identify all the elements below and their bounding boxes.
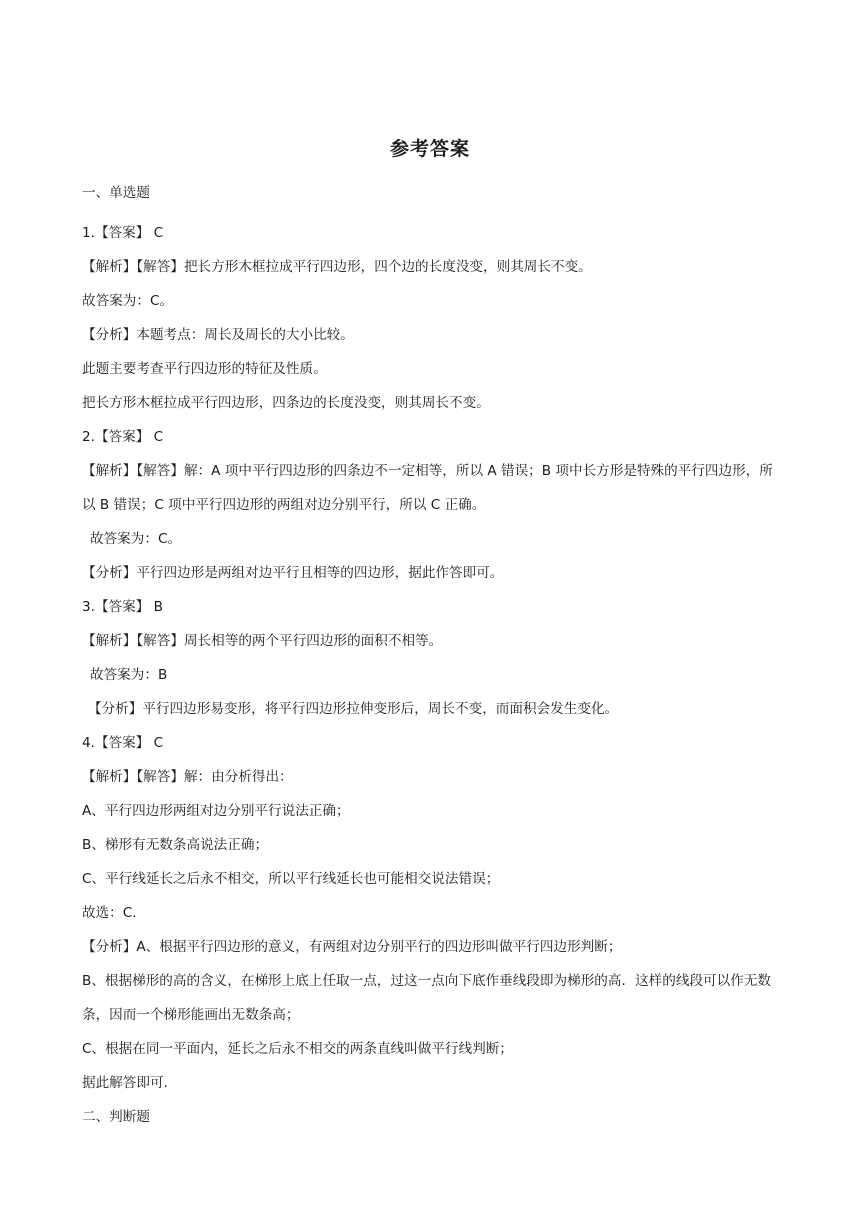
q4-explanation: 【解析】【解答】解：由分析得出： <box>82 769 293 785</box>
page-title: 参考答案 <box>389 138 470 160</box>
q1-final: 故答案为：C。 <box>82 293 174 309</box>
q4-final: 故选：C. <box>82 905 137 921</box>
q4-answer: 4.【答案】 C <box>82 735 164 751</box>
q4-option-b: B、梯形有无数条高说法正确； <box>82 837 269 853</box>
q4-end: 据此解答即可. <box>82 1075 168 1091</box>
q2-analysis: 【分析】平行四边形是两组对边平行且相等的四边形，据此作答即可。 <box>82 565 504 581</box>
q4-analysis-c: C、根据在同一平面内，延长之后永不相交的两条直线叫做平行线判断； <box>82 1041 513 1057</box>
q1-answer: 1.【答案】 C <box>82 225 164 241</box>
q1-note-1: 此题主要考查平行四边形的特征及性质。 <box>82 361 327 377</box>
section-heading-single-choice: 一、单选题 <box>82 185 150 201</box>
q3-answer: 3.【答案】 B <box>82 599 163 615</box>
q2-answer: 2.【答案】 C <box>82 429 164 445</box>
q4-option-a: A、平行四边形两组对边分别平行说法正确； <box>82 803 350 819</box>
q3-analysis: 【分析】平行四边形易变形，将平行四边形拉伸变形后，周长不变，而面积会发生变化。 <box>88 701 619 717</box>
q1-explanation: 【解析】【解答】把长方形木框拉成平行四边形，四个边的长度没变，则其周长不变。 <box>82 259 592 275</box>
q3-final: 故答案为：B <box>90 667 168 683</box>
q2-explanation: 【解析】【解答】解：A 项中平行四边形的四条边不一定相等，所以 A 错误；B 项中长方形是特殊的平行四边形，所以 B 错误；C 项中平行四边形的两组对边分别平行，所以 C 正确。 <box>82 463 773 513</box>
q1-note-2: 把长方形木框拉成平行四边形，四条边的长度没变，则其周长不变。 <box>82 395 490 411</box>
q4-analysis-a: 【分析】A、根据平行四边形的意义，有两组对边分别平行的四边形叫做平行四边形判断； <box>82 939 622 955</box>
q3-explanation: 【解析】【解答】周长相等的两个平行四边形的面积不相等。 <box>82 633 443 649</box>
answer-content <box>82 183 782 1141</box>
q4-analysis-b: B、根据梯形的高的含义，在梯形上底上任取一点，过这一点向下底作垂线段即为梯形的高．这样的线段可以作无数条，因而一个梯形能画出无数条高； <box>82 973 772 1023</box>
q4-option-c: C、平行线延长之后永不相交，所以平行线延长也可能相交说法错误； <box>82 871 500 887</box>
q2-final: 故答案为：C。 <box>90 531 182 547</box>
q1-analysis: 【分析】本题考点：周长及周长的大小比较。 <box>82 327 354 343</box>
section-heading-true-false: 二、判断题 <box>82 1109 150 1125</box>
